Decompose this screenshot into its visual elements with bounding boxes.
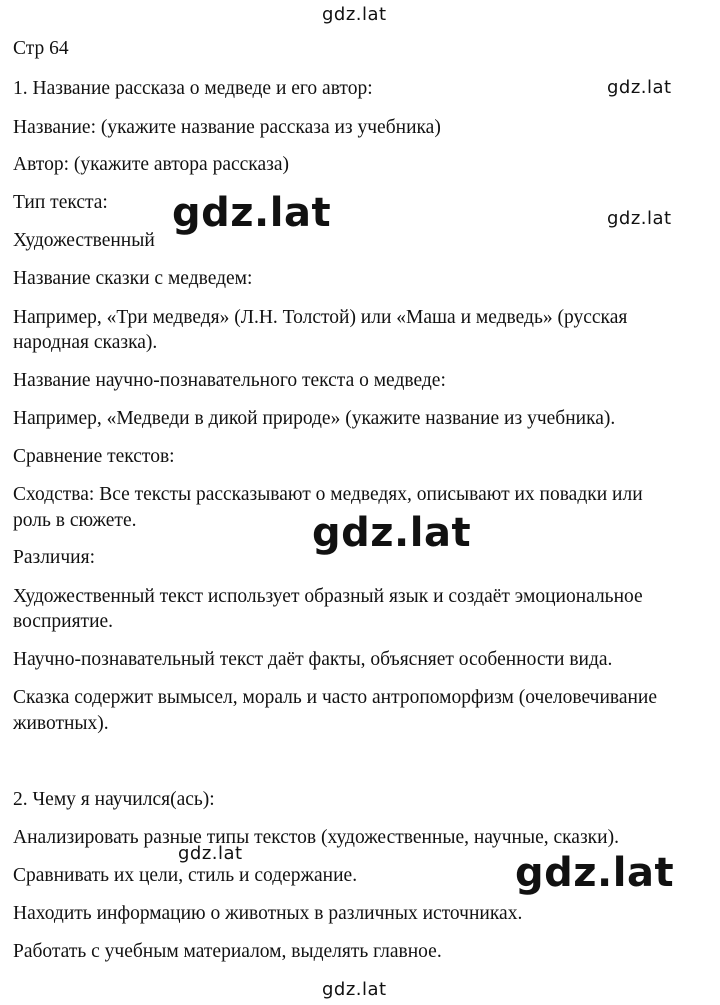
learned-item-3: Находить информацию о животных в различных источниках.	[13, 903, 523, 924]
science-text-label: Название научно-познавательного текста о медведе:	[13, 370, 446, 391]
differences-label: Различия:	[13, 547, 95, 568]
page-label: Стр 64	[13, 38, 69, 59]
text-type-label: Тип текста:	[13, 192, 108, 213]
difference-art-line-1: Художественный текст использует образный язык и создаёт эмоциональное	[13, 586, 643, 607]
watermark-bottom: gdz.lat	[322, 979, 387, 1000]
watermark-right-2: gdz.lat	[607, 208, 672, 229]
watermark-top: gdz.lat	[322, 4, 387, 25]
watermark-large-2: gdz.lat	[312, 510, 472, 556]
q2-heading: 2. Чему я научился(ась):	[13, 789, 215, 810]
author-line: Автор: (укажите автора рассказа)	[13, 154, 289, 175]
similarities-line-1: Сходства: Все тексты рассказывают о медведях, описывают их повадки или	[13, 484, 643, 505]
comparison-label: Сравнение текстов:	[13, 446, 175, 467]
fairy-tale-example-line-2: народная сказка).	[13, 332, 158, 353]
difference-fairy-line-2: животных).	[13, 713, 109, 734]
science-text-example: Например, «Медведи в дикой природе» (укажите название из учебника).	[13, 408, 616, 429]
watermark-large-3: gdz.lat	[515, 850, 675, 896]
text-type-value: Художественный	[13, 230, 155, 251]
q1-heading: 1. Название рассказа о медведе и его автор:	[13, 78, 373, 99]
learned-item-2: Сравнивать их цели, стиль и содержание.	[13, 865, 358, 886]
fairy-tale-example-line-1: Например, «Три медведя» (Л.Н. Толстой) или «Маша и медведь» (русская	[13, 307, 628, 328]
learned-item-1: Анализировать разные типы текстов (художественные, научные, сказки).	[13, 827, 619, 848]
watermark-large-1: gdz.lat	[172, 190, 332, 236]
fairy-tale-label: Название сказки с медведем:	[13, 268, 253, 289]
watermark-right-1: gdz.lat	[607, 77, 672, 98]
difference-art-line-2: восприятие.	[13, 611, 114, 632]
learned-item-4: Работать с учебным материалом, выделять главное.	[13, 941, 442, 962]
watermark-mid-small: gdz.lat	[178, 843, 243, 864]
difference-science: Научно-познавательный текст даёт факты, объясняет особенности вида.	[13, 649, 613, 670]
similarities-line-2: роль в сюжете.	[13, 510, 137, 531]
difference-fairy-line-1: Сказка содержит вымысел, мораль и часто антропоморфизм (очеловечивание	[13, 687, 658, 708]
title-line: Название: (укажите название рассказа из учебника)	[13, 117, 441, 138]
